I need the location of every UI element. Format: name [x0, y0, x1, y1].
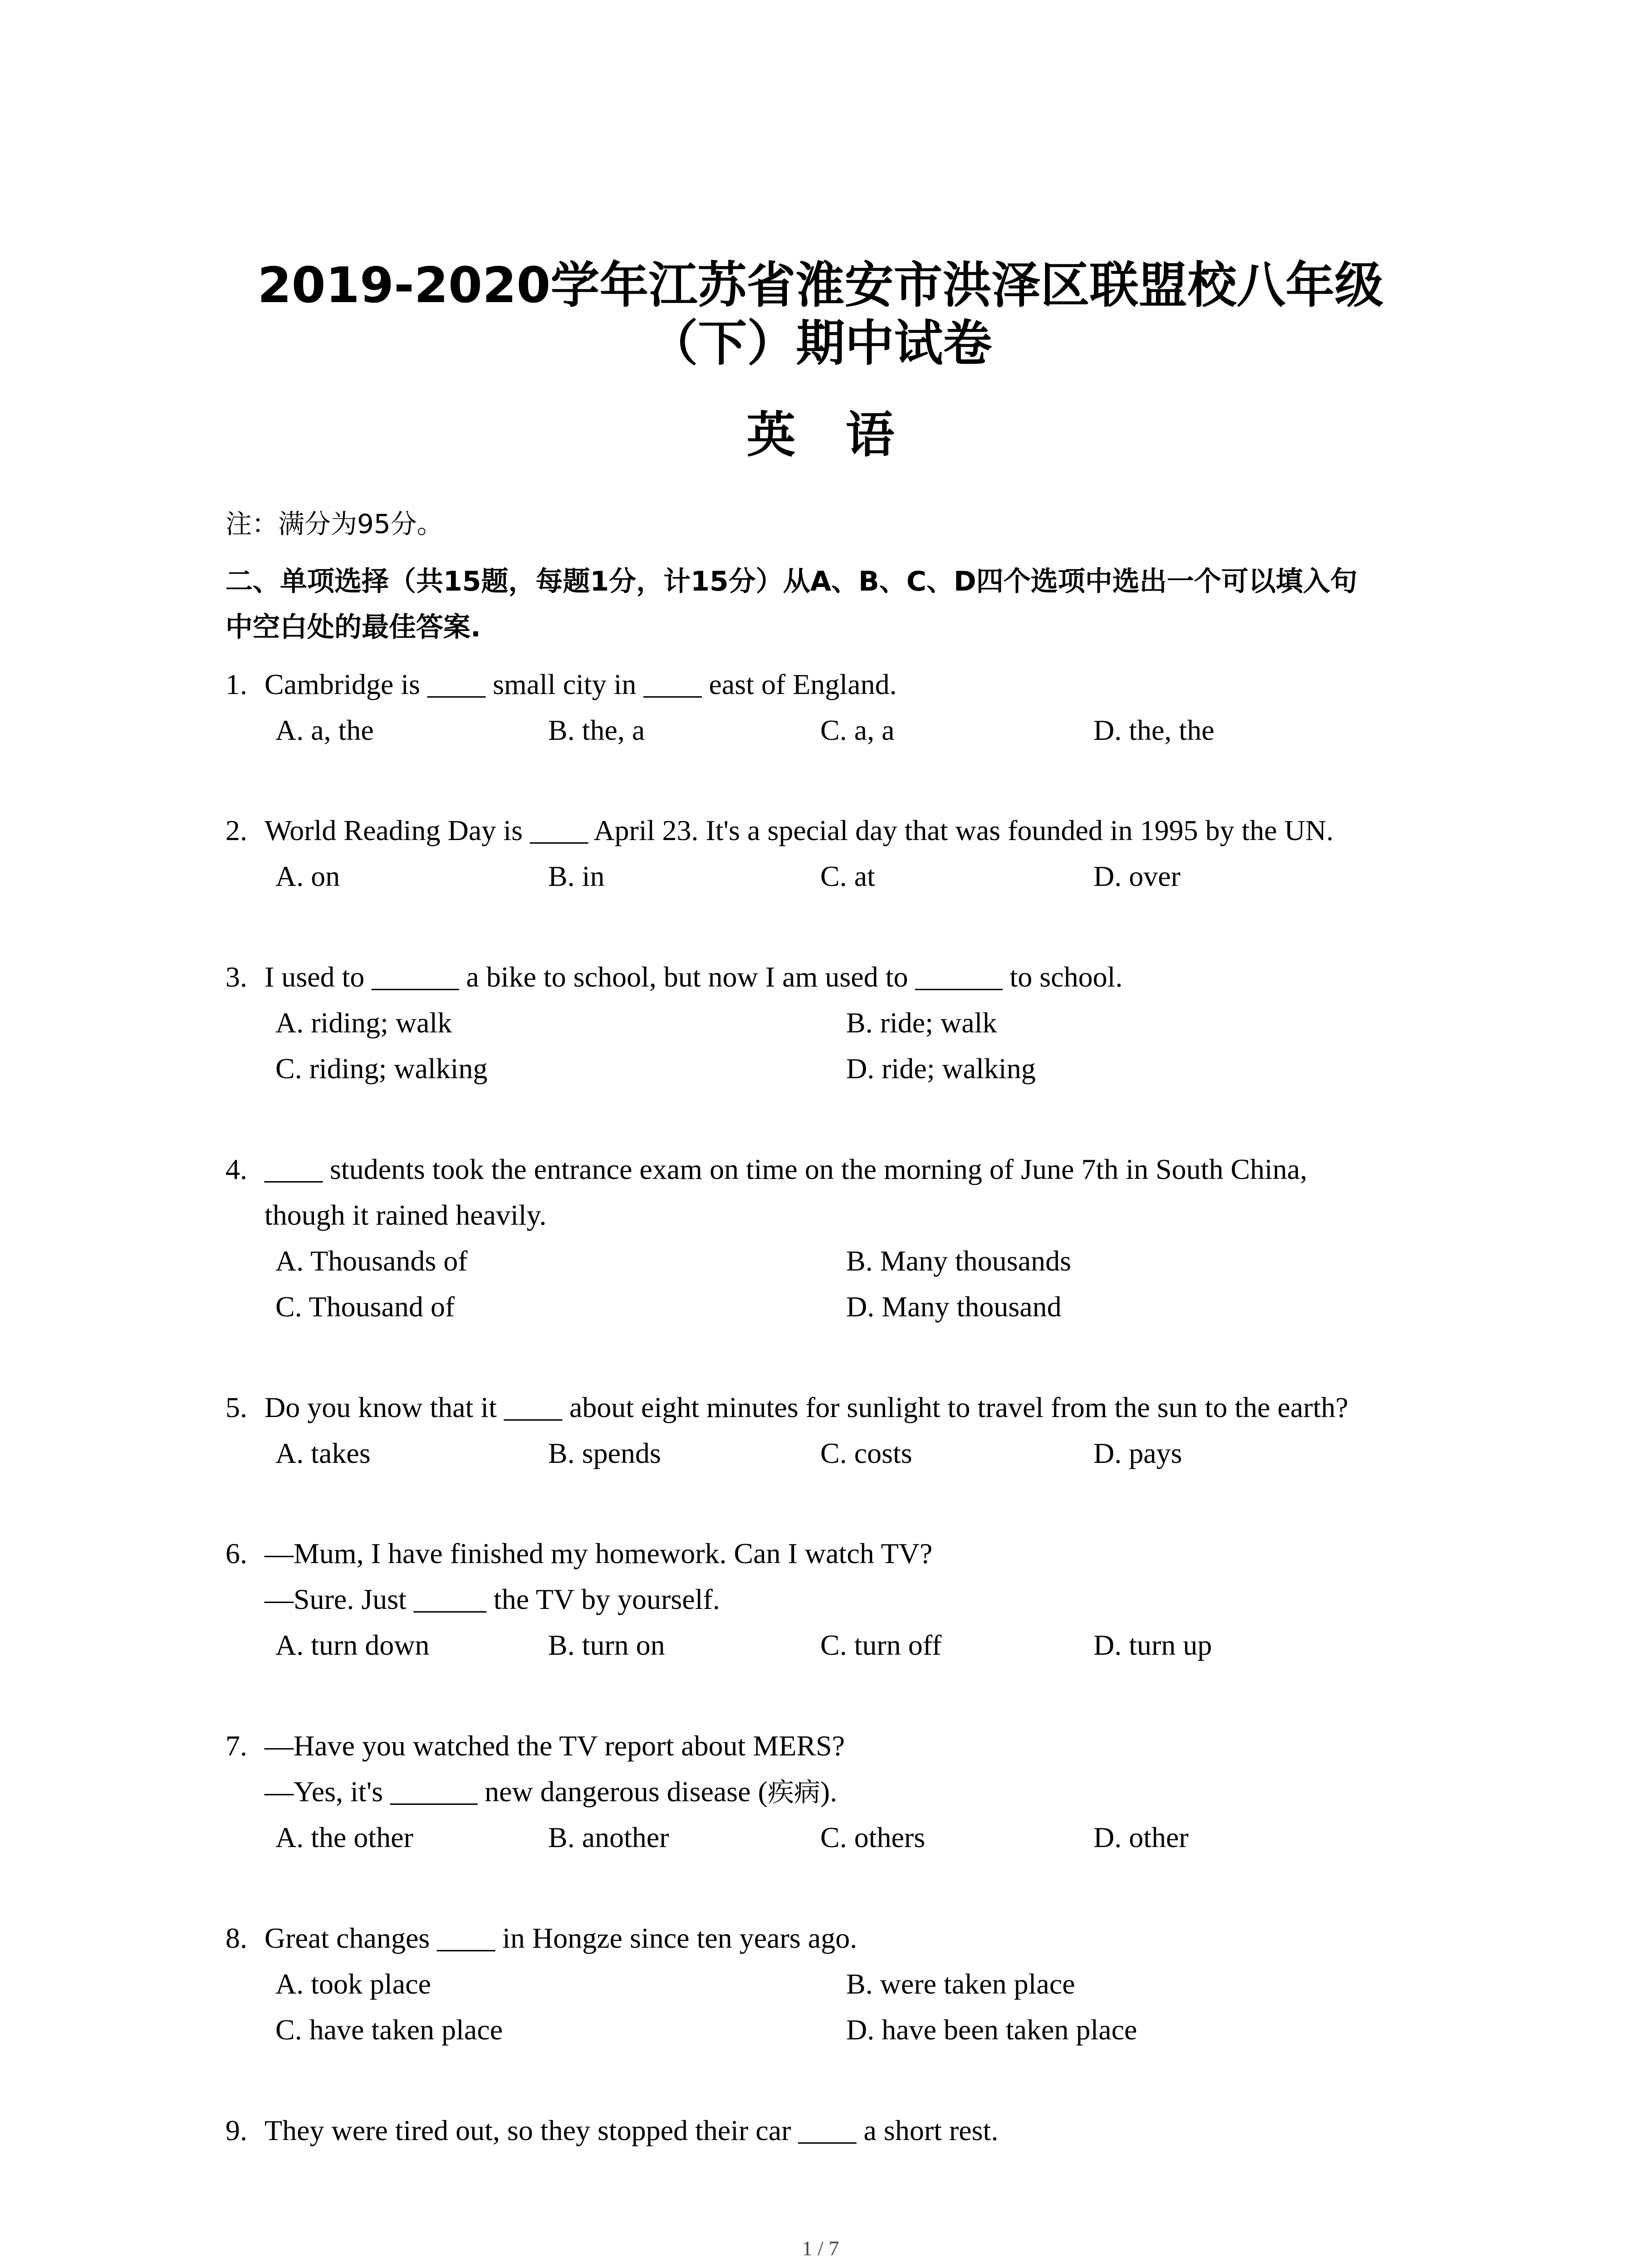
- option-c: C. have taken place: [275, 2014, 503, 2046]
- question-stem: Great changes ____ in Hongze since ten years ago.: [265, 1922, 857, 1954]
- question-stem: Cambridge is ____ small city in ____ east of England.: [265, 668, 897, 700]
- question-stem: ____ students took the entrance exam on time on the morning of June 7th in South China,: [265, 1153, 1308, 1185]
- question-stem-cont: —Yes, it's ______ new dangerous disease (疾病).: [265, 1775, 838, 1808]
- option-b: B. spends: [548, 1437, 661, 1469]
- option-b: B. in: [548, 860, 605, 892]
- exam-title-line2: （下）期中试卷: [649, 315, 992, 372]
- option-b: B. turn on: [548, 1629, 665, 1661]
- question-stem-cont: though it rained heavily.: [265, 1199, 547, 1231]
- exam-title-line1: 2019-2020学年江苏省淮安市洪泽区联盟校八年级: [257, 257, 1384, 314]
- score-note: 注：满分为95分。: [225, 508, 443, 539]
- option-a: A. takes: [275, 1437, 371, 1469]
- question-number: 1.: [225, 668, 247, 700]
- question-number: 7.: [225, 1730, 247, 1762]
- option-d: D. have been taken place: [846, 2014, 1137, 2046]
- option-a: A. on: [275, 860, 340, 892]
- option-c: C. turn off: [820, 1629, 942, 1661]
- section-heading-line1: 二、单项选择（共15题，每题1分，计15分）从A、B、C、D四个选项中选出一个可以填入句: [225, 566, 1357, 597]
- question-stem: Do you know that it ____ about eight minutes for sunlight to travel from the sun to the earth?: [265, 1391, 1348, 1423]
- option-c: C. a, a: [820, 714, 895, 746]
- option-c: C. costs: [820, 1437, 912, 1469]
- option-d: D. turn up: [1093, 1629, 1212, 1661]
- option-c: C. Thousand of: [275, 1290, 455, 1323]
- question-number: 6.: [225, 1537, 247, 1569]
- question-number: 3.: [225, 961, 247, 993]
- question-number: 8.: [225, 1922, 247, 1954]
- subject-char-1: 英: [746, 407, 796, 464]
- option-a: A. a, the: [275, 714, 374, 746]
- option-b: B. the, a: [548, 714, 645, 746]
- option-a: A. riding; walk: [275, 1007, 452, 1039]
- option-c: C. riding; walking: [275, 1052, 488, 1085]
- option-a: A. turn down: [275, 1629, 430, 1661]
- question-number: 2.: [225, 814, 247, 846]
- option-c: C. at: [820, 860, 875, 892]
- subject-heading: [0, 404, 1641, 467]
- question-number: 5.: [225, 1391, 247, 1423]
- question-stem: They were tired out, so they stopped their car ____ a short rest.: [265, 2114, 999, 2146]
- option-b: B. ride; walk: [846, 1007, 997, 1039]
- question-stem: I used to ______ a bike to school, but now I am used to ______ to school.: [265, 961, 1123, 993]
- option-d: D. pays: [1093, 1437, 1182, 1469]
- option-a: A. the other: [275, 1821, 413, 1853]
- option-b: B. Many thousands: [846, 1245, 1071, 1277]
- question-stem-cont: —Sure. Just _____ the TV by yourself.: [265, 1583, 720, 1615]
- option-d: D. Many thousand: [846, 1290, 1062, 1323]
- subject-char-2: 语: [845, 407, 895, 464]
- chinese-gloss: 疾病: [767, 1777, 820, 1808]
- question-stem: World Reading Day is ____ April 23. It's a special day that was founded in 1995 by the UN.: [265, 814, 1334, 846]
- option-b: B. another: [548, 1821, 669, 1853]
- option-d: D. other: [1093, 1821, 1189, 1853]
- question-number: 4.: [225, 1153, 247, 1185]
- option-b: B. were taken place: [846, 1968, 1075, 2000]
- option-a: A. Thousands of: [275, 1245, 468, 1277]
- page-indicator: 1 / 7: [802, 2237, 839, 2260]
- question-stem: —Have you watched the TV report about MERS?: [265, 1730, 845, 1762]
- option-d: D. the, the: [1093, 714, 1215, 746]
- option-d: D. over: [1093, 860, 1181, 892]
- option-a: A. took place: [275, 1968, 431, 2000]
- option-d: D. ride; walking: [846, 1052, 1036, 1085]
- question-stem: —Mum, I have finished my homework. Can I watch TV?: [265, 1537, 933, 1569]
- option-c: C. others: [820, 1821, 926, 1853]
- question-number: 9.: [225, 2114, 247, 2146]
- section-heading-line2: 中空白处的最佳答案.: [225, 611, 481, 643]
